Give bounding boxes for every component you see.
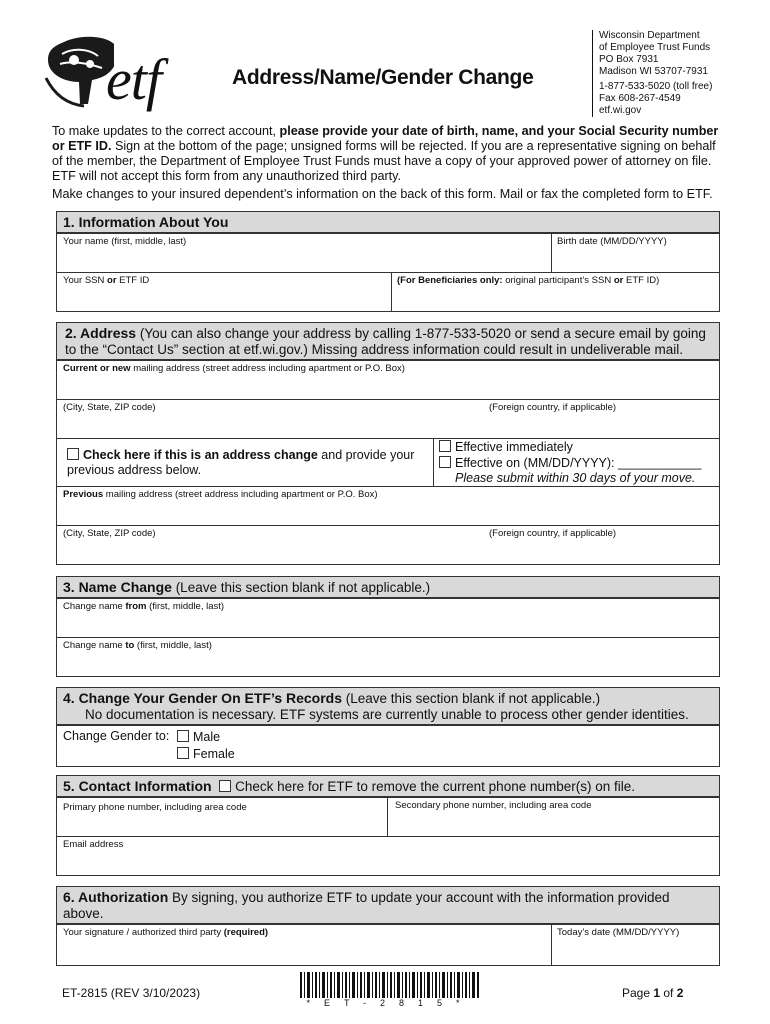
previous-label-a: Previous bbox=[63, 489, 104, 500]
section-note: No documentation is necessary. ETF systems are currently unable to process other gender identities. bbox=[85, 707, 689, 722]
secondary-phone-field[interactable]: Secondary phone number, including area code bbox=[395, 800, 592, 811]
section-name-change bbox=[56, 576, 720, 677]
org-line: PO Box 7931 bbox=[599, 54, 659, 65]
gender-male-checkbox[interactable] bbox=[177, 730, 189, 742]
address-change-bold: Check here if this is an address change bbox=[83, 448, 318, 462]
row-city bbox=[57, 399, 719, 438]
row-name-to bbox=[57, 637, 719, 676]
section-information-about-you bbox=[56, 211, 720, 312]
gender-female-label: Female bbox=[193, 747, 235, 761]
row-name-from bbox=[57, 598, 719, 637]
effective-immediately-option bbox=[439, 440, 701, 456]
page-total: 2 bbox=[676, 986, 684, 1000]
to-label-a: Change name bbox=[63, 640, 126, 651]
intro-text-c: Sign at the bottom of the page; unsigned forms will be rejected. If you are a representative signing on behalf of the member, the Department of Employee Trust Funds must have a copy of your approved power of attorney on file. ETF will not accept this form from any unauthorized third party. bbox=[52, 139, 716, 183]
intro-text bbox=[52, 124, 722, 205]
beneficiary-label-a: (For Beneficiaries only: bbox=[397, 275, 503, 286]
effective-immediately-checkbox[interactable] bbox=[439, 440, 451, 452]
row-phones bbox=[57, 797, 719, 836]
previous-address-field[interactable] bbox=[63, 489, 378, 500]
birth-date-field[interactable]: Birth date (MM/DD/YYYY) bbox=[557, 236, 667, 247]
beneficiary-label-b: original participant’s SSN bbox=[502, 275, 614, 286]
org-address-block bbox=[592, 30, 712, 117]
row-ssn bbox=[57, 272, 719, 311]
gender-female-checkbox[interactable] bbox=[177, 747, 189, 759]
ssn-field[interactable] bbox=[63, 275, 149, 286]
todays-date-field[interactable]: Today’s date (MM/DD/YYYY) bbox=[557, 927, 680, 938]
etf-logo bbox=[44, 34, 194, 116]
city-state-zip-field[interactable]: (City, State, ZIP code) bbox=[63, 402, 156, 413]
from-label-c: (first, middle, last) bbox=[146, 601, 225, 612]
effective-immediately-label: Effective immediately bbox=[455, 440, 573, 454]
row-previous-address bbox=[57, 486, 719, 525]
to-label-c: (first, middle, last) bbox=[134, 640, 212, 651]
barcode-icon bbox=[300, 972, 480, 998]
section-gender-change bbox=[56, 687, 720, 767]
row-previous-city bbox=[57, 525, 719, 564]
section-address bbox=[56, 322, 720, 565]
section-header bbox=[57, 776, 719, 797]
section-title: 3. Name Change bbox=[63, 579, 172, 595]
tree-logo-icon bbox=[44, 34, 114, 114]
org-line: etf.wi.gov bbox=[599, 105, 642, 116]
page-label-of: of bbox=[660, 986, 677, 1000]
section-title: 5. Contact Information bbox=[63, 778, 212, 794]
page-label-a: Page bbox=[622, 986, 654, 1000]
signature-label-a: Your signature / authorized third party bbox=[63, 927, 224, 938]
logo-text: etf bbox=[106, 47, 161, 112]
beneficiary-ssn-field[interactable] bbox=[397, 275, 659, 286]
beneficiary-label-d: ETF ID) bbox=[623, 275, 660, 286]
section-title: 6. Authorization bbox=[63, 889, 169, 905]
section-authorization bbox=[56, 886, 720, 966]
name-field[interactable]: Your name (first, middle, last) bbox=[63, 236, 187, 247]
from-label-a: Change name bbox=[63, 601, 126, 612]
section-subtitle: (Leave this section blank if not applicable.) bbox=[171, 580, 431, 595]
effective-on-option bbox=[439, 456, 701, 472]
address-change-checkbox[interactable] bbox=[67, 448, 79, 460]
gender-label: Change Gender to: bbox=[63, 729, 170, 743]
previous-foreign-country-field[interactable]: (Foreign country, if applicable) bbox=[489, 528, 617, 539]
section-header bbox=[57, 887, 719, 924]
section-contact-information bbox=[56, 775, 720, 876]
address-change-checkbox-label bbox=[67, 448, 427, 478]
row-gender bbox=[57, 725, 719, 766]
section-header bbox=[57, 323, 719, 360]
from-label-b: from bbox=[125, 601, 147, 612]
page-title: Address/Name/Gender Change bbox=[232, 66, 534, 89]
ssn-label-a: Your SSN bbox=[63, 275, 108, 286]
ssn-label-or: or bbox=[107, 275, 117, 286]
section-title: 4. Change Your Gender On ETF’s Records bbox=[63, 690, 343, 706]
previous-label-b: mailing address (street address including apartment or P.O. Box) bbox=[103, 489, 378, 500]
section-subtitle: (Leave this section blank if not applicable.) bbox=[342, 691, 601, 706]
previous-city-state-zip-field[interactable]: (City, State, ZIP code) bbox=[63, 528, 156, 539]
row-current-address bbox=[57, 360, 719, 399]
gender-female-option bbox=[177, 746, 235, 763]
row-address-change bbox=[57, 438, 719, 486]
section-title: 2. Address bbox=[65, 325, 137, 341]
form-id: ET-2815 (REV 3/10/2023) bbox=[62, 986, 201, 1000]
section-header bbox=[57, 212, 719, 233]
remove-phone-checkbox[interactable] bbox=[219, 780, 231, 792]
effective-options bbox=[439, 440, 701, 487]
section-subtitle: (You can also change your address by calling 1-877-533-5020 or send a secure email by going to the “Contact Us” section at etf.wi.gov.) Missing address information could result in undeliverable mail. bbox=[65, 326, 706, 357]
intro-paragraph-1 bbox=[52, 124, 722, 184]
org-line: Madison WI 53707-7931 bbox=[599, 66, 708, 77]
section-subtitle: By signing, you authorize ETF to update your account with the information provided above. bbox=[63, 890, 670, 921]
name-to-field[interactable] bbox=[63, 640, 212, 651]
gender-options bbox=[177, 729, 235, 763]
name-from-field[interactable] bbox=[63, 601, 224, 612]
org-line: 1-877-533-5020 (toll free) bbox=[599, 81, 713, 92]
gender-male-option bbox=[177, 729, 235, 746]
current-address-field[interactable] bbox=[63, 363, 405, 374]
ssn-label-c: ETF ID bbox=[116, 275, 150, 286]
section-title: 1. Information About You bbox=[63, 214, 229, 230]
intro-paragraph-2: Make changes to your insured dependent’s information on the back of this form. Mail or fax the completed form to ETF. bbox=[52, 187, 713, 201]
email-field[interactable]: Email address bbox=[63, 839, 124, 850]
primary-phone-field[interactable]: Primary phone number, including area code bbox=[63, 802, 247, 813]
row-signature bbox=[57, 924, 719, 965]
gender-male-label: Male bbox=[193, 730, 221, 744]
intro-text-a: To make updates to the correct account, bbox=[52, 124, 280, 138]
current-label-b: mailing address (street address including apartment or P.O. Box) bbox=[130, 363, 405, 374]
row-email bbox=[57, 836, 719, 875]
section-header bbox=[57, 577, 719, 598]
foreign-country-field[interactable]: (Foreign country, if applicable) bbox=[489, 402, 617, 413]
intro-text-bold: please provide your date of birth, name, and your Social Security number or ETF ID. bbox=[52, 124, 719, 153]
effective-on-label: Effective on (MM/DD/YYYY): ____________ bbox=[455, 455, 702, 470]
row-name-dob bbox=[57, 233, 719, 272]
org-line: Wisconsin Department bbox=[599, 30, 700, 41]
address-change-rest: and provide your previous address below. bbox=[67, 448, 415, 477]
effective-note: Please submit within 30 days of your move. bbox=[455, 471, 696, 485]
org-line: Fax 608-267-4549 bbox=[599, 93, 681, 104]
effective-on-checkbox[interactable] bbox=[439, 456, 451, 468]
signature-label-b: (required) bbox=[223, 927, 269, 938]
current-label-a: Current or new bbox=[63, 363, 131, 374]
page-number bbox=[622, 986, 683, 1000]
to-label-b: to bbox=[125, 640, 135, 651]
barcode-text: *ET-2815* bbox=[306, 998, 474, 1008]
section-header bbox=[57, 688, 719, 725]
signature-field[interactable] bbox=[63, 927, 268, 938]
page-current: 1 bbox=[653, 986, 661, 1000]
beneficiary-label-or: or bbox=[613, 275, 624, 286]
remove-phone-label: Check here for ETF to remove the current phone number(s) on file. bbox=[235, 779, 636, 794]
org-line: of Employee Trust Funds bbox=[599, 42, 711, 53]
